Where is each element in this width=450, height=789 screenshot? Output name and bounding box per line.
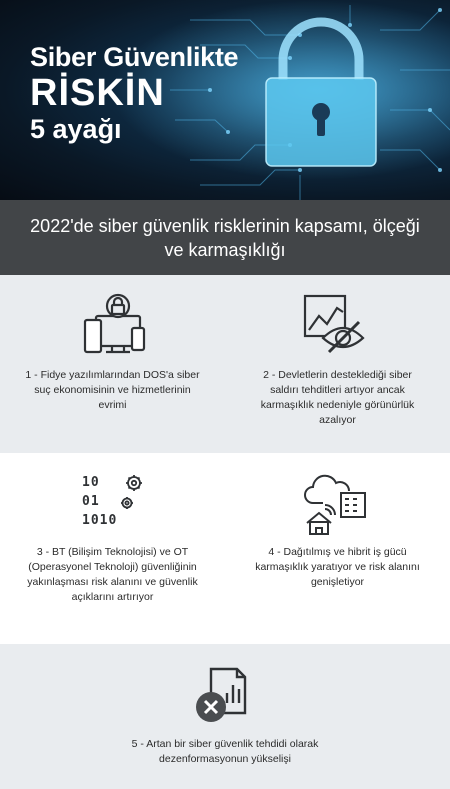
risk-row-3 bbox=[0, 644, 450, 789]
gear-icon bbox=[118, 473, 146, 513]
risk-item-1-text: 1 - Fidye yazılımlarından DOS'a siber suç ekonomisinin ve hizmetlerinin evrimi bbox=[25, 369, 200, 411]
hero-title-line1: Siber Güvenlikte bbox=[30, 42, 239, 72]
binary-line-1: 10 bbox=[82, 475, 100, 490]
binary-line-2: 01 bbox=[82, 494, 100, 509]
hero-title-line2: RİSKİN bbox=[30, 72, 165, 114]
subtitle-text: 2022'de siber güvenlik risklerinin kapsamı, ölçeği ve karmaşıklığı bbox=[30, 215, 420, 260]
risk-item-5-text: 5 - Artan bir siber güvenlik tehdidi olarak dezenformasyonun yükselişi bbox=[131, 738, 319, 765]
hero-title bbox=[30, 42, 238, 144]
risk-item-5 bbox=[0, 644, 450, 789]
subtitle-bar bbox=[0, 200, 450, 275]
risk-item-2-text: 2 - Devletlerin desteklediği siber saldırı tehditleri artıyor ancak karmaşıklık nedeniyle görünürlük azalıyor bbox=[260, 369, 415, 426]
risk-item-4 bbox=[225, 453, 450, 644]
risk-item-1 bbox=[0, 275, 225, 453]
risk-item-2 bbox=[225, 275, 450, 453]
cloud-office-home-icon bbox=[303, 471, 369, 535]
document-error-icon bbox=[193, 663, 257, 725]
ransomware-devices-icon bbox=[82, 292, 148, 358]
hidden-visibility-chart-icon bbox=[303, 294, 367, 354]
risk-item-3 bbox=[0, 453, 225, 644]
risk-row-1 bbox=[0, 275, 450, 453]
risk-item-4-text: 4 - Dağıtılmış ve hibrit iş gücü karmaşıklık yaratıyor ve risk alanını genişletiyor bbox=[255, 546, 420, 588]
binary-gears-icon bbox=[82, 473, 148, 535]
binary-line-3: 1010 bbox=[82, 513, 118, 528]
hero-banner bbox=[0, 0, 450, 200]
risk-row-2 bbox=[0, 453, 450, 644]
risk-item-3-text: 3 - BT (Bilişim Teknolojisi) ve OT (Operasyonel Teknoloji) güvenliğinin yakınlaşması risk alanını ve güvenlik açıklarını artırıyor bbox=[27, 546, 198, 603]
hero-title-line3: 5 ayağı bbox=[30, 114, 122, 144]
